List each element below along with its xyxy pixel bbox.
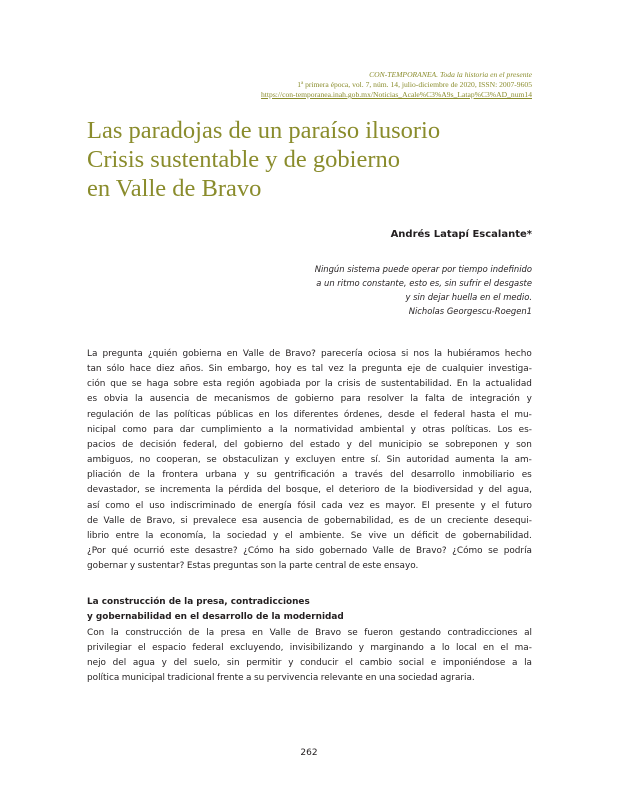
body-paragraph-2 bbox=[87, 626, 532, 687]
section-title-line-2: y gobernabilidad en el desarrollo de la modernidad bbox=[87, 612, 344, 622]
epigraph-line: Ningún sistema puede operar por tiempo indefinido bbox=[314, 264, 532, 274]
text-line: regulación de las políticas públicas en los diferentes órdenes, desde el federal hasta el mu- bbox=[87, 409, 532, 420]
title-line-1: Las paradojas de un paraíso ilusorio bbox=[87, 117, 441, 144]
title-line-2: Crisis sustentable y de gobierno bbox=[87, 146, 401, 173]
text-line: ción que se haga sobre esta región agobiada por la crisis de sustentabilidad. En la actualidad bbox=[87, 379, 532, 390]
text-line: gobernar y sustentar? Estas preguntas son la parte central de este ensayo. bbox=[87, 561, 419, 572]
page-number: 262 bbox=[300, 748, 318, 758]
text-line: nicipal como para dar cumplimiento a la normatividad ambiental y otras políticas. Los es- bbox=[87, 424, 532, 435]
article-title bbox=[87, 116, 537, 203]
epigraph bbox=[232, 262, 532, 318]
text-line: devastador, se incrementa la pérdida del bosque, el deterioro de la biodiversidad y del agua, bbox=[87, 485, 532, 496]
body-paragraph-1 bbox=[87, 347, 532, 574]
epigraph-attribution: Nicholas Georgescu-Roegen1 bbox=[408, 306, 532, 316]
text-line: pliación de la frontera urbana y su gentrificación a través del desarrollo inmobiliario es bbox=[87, 470, 532, 481]
section-title-line-1: La construcción de la presa, contradicciones bbox=[87, 597, 310, 607]
text-line: ¿Por qué ocurrió este desastre? ¿Cómo ha sido gobernado Valle de Bravo? ¿Cómo se podría bbox=[87, 546, 532, 557]
journal-name: CON-TEMPORANEA. Toda la historia en el presente bbox=[369, 70, 532, 79]
text-line: nejo del agua y del suelo, sin permitir y conducir el cambio social e imponiéndose a la bbox=[87, 658, 532, 669]
issue-info: 1ª primera época, vol. 7, núm. 14, julio-diciembre de 2020, ISSN: 2007-9605 bbox=[297, 80, 532, 89]
journal-header bbox=[202, 70, 532, 100]
section-title bbox=[87, 595, 532, 625]
text-line: privilegiar el espacio federal excluyendo, invisibilizando y marginando a lo local en el ma- bbox=[87, 643, 532, 654]
text-line: de Valle de Bravo, si prevalece esa ausencia de gobernabilidad, es de un creciente desequi- bbox=[87, 515, 532, 526]
text-line: política municipal tradicional frente a su pervivencia relevante en una sociedad agraria. bbox=[87, 673, 475, 684]
text-line: librio entre la economía, la sociedad y el ambiente. Se vive un déficit de gobernabilidad. bbox=[87, 530, 532, 541]
text-line: tan sólo hace diez años. Sin embargo, hoy es tal vez la pregunta eje de cualquier investiga- bbox=[87, 364, 532, 375]
text-line: es obvia la ausencia de mecanismos de gobierno para resolver la falta de integración y bbox=[87, 394, 532, 405]
epigraph-line: y sin dejar huella en el medio. bbox=[405, 292, 532, 302]
text-line: así como el uso indiscriminado de energía fósil cada vez es mayor. El presente y el futuro bbox=[87, 500, 532, 511]
text-line: ambiguos, no cooperan, se obstaculizan y excluyen entre sí. Sin autoridad aumenta la am- bbox=[87, 455, 532, 466]
article-url-link[interactable]: https://con-temporanea.inah.gob.mx/Noticias_Acale%C3%A9s_Latap%C3%AD_num14 bbox=[261, 90, 532, 99]
text-line: pacios de decisión federal, del gobierno del estado y del municipio se sobreponen y son bbox=[87, 439, 532, 450]
epigraph-line: a un ritmo constante, esto es, sin sufrir el desgaste bbox=[316, 278, 532, 288]
text-line: Con la construcción de la presa en Valle de Bravo se fueron gestando contradicciones al bbox=[87, 628, 532, 638]
text-line: La pregunta ¿quién gobierna en Valle de Bravo? parecería ociosa si nos la hubiéramos hecho bbox=[87, 349, 532, 359]
title-line-3: en Valle de Bravo bbox=[87, 175, 262, 202]
author-name: Andrés Latapí Escalante* bbox=[390, 229, 532, 240]
